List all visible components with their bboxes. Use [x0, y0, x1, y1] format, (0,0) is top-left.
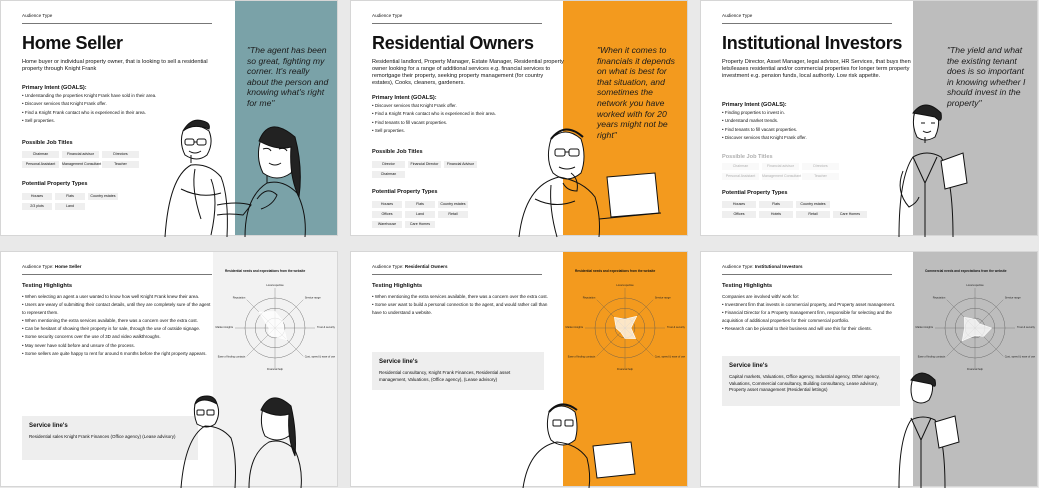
property-chip: 2/3 plots: [22, 203, 52, 210]
testing-item: • Research can be pivotal to their business and will use this for their clients.: [722, 326, 872, 332]
service-lines-box: [372, 352, 544, 390]
radar-title: Residential needs and expectations from the website: [225, 269, 306, 273]
persona-description: Home buyer or individual property owner, that is looking to sell a residential property through Knight Frank: [22, 59, 208, 73]
property-chip: Hotels: [759, 211, 793, 218]
persona-quote: "The agent has been so great, fighting my corner. It's really about the person and knowing what's right for me": [247, 45, 329, 108]
persona-description: Residential landlord, Property Manager, Estate Manager, Residential property owner looking for a range of additional services e.g. financial services to remortgage their property, seeking property management (for country estates), Cooks, cleaners, gardeners.: [372, 59, 564, 87]
radar-svg: [215, 266, 336, 376]
testing-list: [372, 293, 558, 317]
testing-item: • May never have sold before and unsure of the process.: [22, 342, 135, 348]
job-titles-heading: Possible Job Titles: [722, 154, 773, 160]
intent-item: • Find tenants to fill vacant properties.: [722, 126, 798, 132]
audience-label: Audience Type: [722, 13, 753, 18]
testing-item: • Some user want to build a personal connection to the agent, and would rather call than have to understand a website.: [372, 302, 548, 316]
service-lines-title: Service line's: [729, 362, 768, 369]
audience-label: Audience Type: Institutional Investors: [722, 264, 803, 269]
job-chip: Financial Director: [408, 161, 441, 168]
radar-axis-label: Reputation: [582, 296, 596, 300]
service-lines-title: Service line's: [29, 422, 68, 429]
service-lines-body: Residential consultancy, Knight Frank Finances, Residential asset management, Valuations, (Office agency), (Lease advisory): [379, 370, 511, 382]
service-lines-box: [722, 356, 900, 406]
testing-item: • Users are weary of submitting their contact details, until they are completely sure of the agent to represent them.: [22, 302, 211, 316]
man-with-laptop-sketch-icon: [511, 119, 661, 237]
radar-series: [962, 317, 991, 340]
radar-axis-label: Market insights: [215, 326, 233, 329]
audience-label: Audience Type: Home Seller: [22, 264, 82, 269]
two-people-sketch-icon: [177, 392, 307, 488]
job-chip: Chairman: [722, 163, 759, 170]
divider: [22, 23, 212, 24]
radar-axis-label: Ease of finding contacts: [917, 355, 946, 359]
property-chip: Flats: [759, 201, 793, 208]
job-chip: Directors: [102, 151, 139, 158]
persona-slide-residential-owners: [350, 0, 688, 236]
job-chip: Financial advisor: [62, 151, 99, 158]
highlights-slide-residential-owners: [350, 251, 688, 487]
testing-item: • Investment firm that invests in commercial property, and Property asset management.: [722, 302, 896, 308]
testing-item: • Financial Director for a Property management firm, responsible for selecting and the acquisition of additional properties for their commercial portfolio.: [722, 310, 892, 324]
testing-list: [722, 293, 912, 333]
radar-svg: [915, 266, 1036, 376]
persona-slide-institutional-investors: [700, 0, 1038, 236]
job-chip: Teacher: [802, 173, 839, 180]
radar-axis-label: Local expertise: [616, 284, 634, 287]
job-chip: Director: [372, 161, 405, 168]
property-chip: Houses: [722, 201, 756, 208]
intent-heading: Primary Intent (GOALS):: [722, 102, 787, 108]
radar-axis-label: Service range: [1004, 296, 1021, 300]
property-chip: Land: [55, 203, 85, 210]
radar-axis-label: Ease of finding contacts: [567, 355, 596, 359]
testing-item: • When mentioning the extra services available, there was a concern over the extra cost.: [372, 294, 548, 299]
property-types: [372, 201, 468, 228]
job-chip: Chairman: [372, 171, 405, 178]
radar-axis-label: Financial help: [266, 368, 284, 371]
intent-item: • Discover services that Knight Frank offer.: [22, 101, 107, 107]
property-types-heading: Potential Property Types: [372, 189, 438, 195]
job-chip: Financial Advisor: [444, 161, 477, 168]
testing-list: [22, 293, 212, 358]
service-lines-box: [22, 416, 198, 460]
divider: [722, 274, 892, 275]
highlights-slide-home-seller: [0, 251, 338, 487]
intent-item: • Find a Knight Frank contact who is experienced in their area.: [372, 111, 496, 117]
divider: [372, 274, 542, 275]
job-chip: Personal Assistant: [22, 161, 59, 168]
job-titles-heading: Possible Job Titles: [22, 140, 73, 146]
job-chip: Directors: [802, 163, 839, 170]
persona-slide-home-seller: [0, 0, 338, 236]
highlights-slide-institutional-investors: [700, 251, 1038, 487]
radar-svg: [565, 266, 686, 376]
radar-series: [259, 312, 287, 340]
testing-item: Companies are involved with/ work for:: [722, 294, 800, 299]
property-types-heading: Potential Property Types: [722, 190, 788, 196]
radar-axis-label: Service range: [304, 296, 321, 300]
property-chip: Houses: [22, 193, 52, 200]
intent-item: • Discover services that Knight Frank offer.: [722, 135, 807, 141]
property-chip: Warehouse: [372, 221, 402, 228]
radar-chart: [915, 266, 1036, 376]
job-titles: [372, 161, 477, 178]
property-chip: Country estates: [438, 201, 468, 208]
radar-axis-label: Cost, speed & ease of use: [304, 355, 336, 359]
job-titles: [22, 151, 139, 168]
job-chip: Financial advisor: [762, 163, 799, 170]
property-chip: Retail: [796, 211, 830, 218]
property-chip: Offices: [722, 211, 756, 218]
radar-chart: [215, 266, 336, 376]
intent-item: • Understanding the properties Knight Frank have sold in their area.: [22, 93, 157, 98]
property-types: [22, 193, 118, 210]
intent-item: • Find a Knight Frank contact who is experienced in their area.: [22, 109, 146, 115]
testing-item: • Some security concerns over the use of 3D and video walkthroughs.: [22, 334, 161, 340]
testing-heading: Testing Highlights: [372, 283, 423, 289]
job-chip: Chairman: [22, 151, 59, 158]
testing-item: • Some sellers are quite happy to rent for around 6 months before the right property appears.: [22, 350, 207, 356]
property-chip: Houses: [372, 201, 402, 208]
intent-heading: Primary Intent (GOALS):: [372, 95, 437, 101]
job-chip: Personal Assistant: [722, 173, 759, 180]
service-lines-body: Residential sales Knight Frank Finances (Office agency) (Lease advisory): [29, 434, 176, 439]
divider: [22, 274, 212, 275]
man-with-laptop-sketch-icon: [519, 402, 639, 488]
job-chip: Management Consultant: [762, 174, 802, 178]
radar-axis-label: Trust & security: [667, 326, 685, 329]
intent-item: • Finding properties to invest in.: [722, 110, 785, 115]
testing-heading: Testing Highlights: [22, 283, 73, 289]
property-types-heading: Potential Property Types: [22, 181, 88, 187]
audience-label: Audience Type: [372, 13, 403, 18]
property-chip: Country estates: [796, 201, 830, 208]
testing-heading: Testing Highlights: [722, 283, 773, 289]
audience-label: Audience Type: [22, 13, 53, 18]
woman-with-folder-sketch-icon: [891, 370, 961, 488]
persona-title: Institutional Investors: [722, 33, 903, 53]
job-titles: [722, 163, 839, 180]
property-types: [722, 201, 867, 218]
two-people-sketch-icon: [161, 119, 311, 237]
property-chip: Care Homes: [405, 221, 435, 228]
persona-description: Property Director, Asset Manager, legal advisor, HR Services, that buys then lets/leases residential and/or commercial properties for longer term property investment e.g. pension funds, local authority. Low risk appetite.: [722, 59, 911, 80]
radar-axis-label: Financial help: [616, 368, 634, 371]
job-chip: Management Consultant: [62, 162, 102, 166]
persona-title: Home Seller: [22, 33, 123, 53]
radar-axis-label: Reputation: [932, 296, 946, 300]
testing-item: • When mentioning the extra services available, there was a concern over the extra cost.: [22, 318, 198, 324]
divider: [372, 23, 542, 24]
radar-axis-label: Cost, speed & ease of use: [654, 355, 686, 359]
property-chip: Retail: [438, 211, 468, 218]
property-chip: Care Homes: [833, 211, 867, 218]
radar-chart: [565, 266, 686, 376]
divider: [722, 23, 892, 24]
radar-axis-label: Trust & security: [1017, 326, 1035, 329]
persona-quote: "When it comes to financials it depends on what is best for that situation, and sometimes the network you have worked with for 20 years might not be right": [597, 45, 675, 140]
radar-axis-label: Reputation: [232, 296, 246, 300]
property-chip: Flats: [405, 201, 435, 208]
persona-title: Residential Owners: [372, 33, 534, 53]
radar-axis-label: Market insights: [565, 326, 583, 329]
audience-label: Audience Type: Residential Owners: [372, 264, 448, 269]
job-chip: Teacher: [102, 161, 139, 168]
radar-axis-label: Local expertise: [966, 284, 984, 287]
radar-axis-label: Market insights: [915, 326, 933, 329]
radar-axis-label: Cost, speed & ease of use: [1004, 355, 1036, 359]
radar-axis-label: Service range: [654, 296, 671, 300]
radar-axis-label: Trust & security: [317, 326, 335, 329]
woman-with-folder-sketch-icon: [889, 101, 969, 237]
radar-title: Residential needs and expectations from the website: [575, 269, 656, 273]
intent-list: [722, 109, 900, 143]
radar-axis-label: Local expertise: [266, 284, 284, 287]
persona-quote: "The yield and what the existing tenant does is so important in knowing whether I should invest in the property": [947, 45, 1026, 108]
radar-axis-label: Financial help: [966, 368, 984, 371]
radar-axis-label: Ease of finding contacts: [217, 355, 246, 359]
testing-item: • When selecting an agent a user wanted to know how well Knight Frank knew their area.: [22, 294, 200, 299]
intent-item: • Find tenants to fill vacant properties.: [372, 119, 448, 125]
intent-item: • Sell properties.: [22, 118, 55, 124]
intent-item: • Discover services that Knight Frank offer.: [372, 103, 457, 108]
testing-item: • Can be hesitant of showing their property is for sale, through the use of outside signage.: [22, 326, 201, 332]
property-chip: Country estates: [88, 193, 118, 200]
property-chip: Land: [405, 211, 435, 218]
intent-heading: Primary Intent (GOALS):: [22, 85, 87, 91]
property-chip: Flats: [55, 193, 85, 200]
radar-title: Commercial needs and expectations from the website: [925, 269, 1007, 273]
intent-item: • Understand market trends.: [722, 118, 779, 124]
service-lines-body: Capital markets, Valuations, Office agency, Industrial agency, Other agency, Valuations, Commercial consultancy, Building consultancy, Lease advisory, Property asset management (Residential lettings): [729, 374, 880, 393]
job-titles-heading: Possible Job Titles: [372, 149, 423, 155]
property-chip: Offices: [372, 211, 402, 218]
service-lines-title: Service line's: [379, 358, 418, 365]
intent-item: • Sell properties.: [372, 128, 405, 134]
